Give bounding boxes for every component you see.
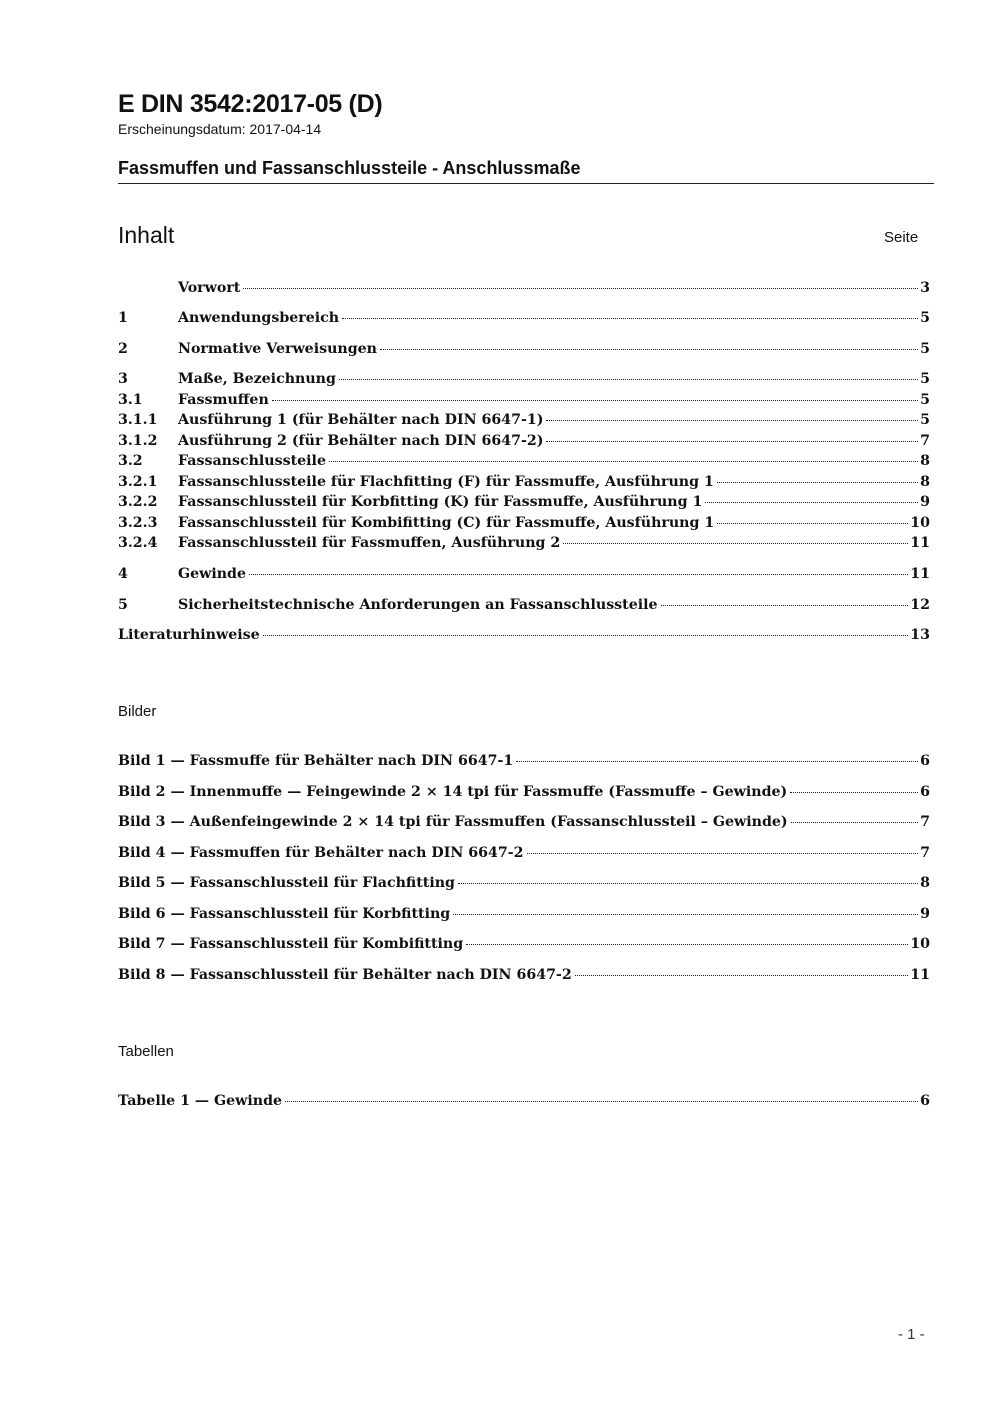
figure-entry[interactable] xyxy=(118,906,930,926)
toc-entry-page: 5 xyxy=(920,371,930,387)
figures-heading: Bilder xyxy=(118,703,157,720)
toc-entry-number: 2 xyxy=(118,341,128,357)
toc-entry[interactable] xyxy=(118,566,930,586)
toc-entry-page: 11 xyxy=(910,566,930,582)
page-column-label: Seite xyxy=(884,229,919,246)
toc-entry-title: Vorwort xyxy=(178,280,241,296)
publication-date: Erscheinungsdatum: 2017-04-14 xyxy=(118,121,322,137)
toc-entry-number: 3.2.3 xyxy=(118,515,158,531)
page-number: - 1 - xyxy=(898,1326,925,1343)
dot-leader xyxy=(575,975,909,976)
table-entry[interactable] xyxy=(118,1093,930,1113)
figure-entry[interactable] xyxy=(118,875,930,895)
table-entry-title: Tabelle 1 — Gewinde xyxy=(118,1093,283,1109)
toc-entry-title: Anwendungsbereich xyxy=(178,310,340,326)
figure-entry-page: 8 xyxy=(920,875,930,891)
dot-leader xyxy=(285,1101,918,1102)
dot-leader xyxy=(329,461,918,462)
toc-entry-page: 12 xyxy=(910,597,930,613)
dot-leader xyxy=(527,853,919,854)
document-id: E DIN 3542:2017-05 (D) xyxy=(118,90,383,118)
toc-entry-title: Ausführung 1 (für Behälter nach DIN 6647-1) xyxy=(178,412,544,428)
figure-entry-title: Bild 8 — Fassanschlussteil für Behälter nach DIN 6647-2 xyxy=(118,967,572,983)
toc-entry[interactable] xyxy=(118,433,930,453)
toc-entry-page: 9 xyxy=(920,494,930,510)
figure-entry[interactable] xyxy=(118,967,930,987)
toc-entry[interactable] xyxy=(118,535,930,555)
toc-entry-title: Sicherheitstechnische Anforderungen an Fassanschlussteile xyxy=(178,597,658,613)
figure-entry-title: Bild 6 — Fassanschlussteil für Korbfitting xyxy=(118,906,451,922)
dot-leader xyxy=(717,523,908,524)
toc-entry[interactable] xyxy=(118,494,930,514)
toc-entry-page: 3 xyxy=(920,280,930,296)
dot-leader xyxy=(717,482,918,483)
dot-leader xyxy=(516,761,918,762)
figure-entry-page: 7 xyxy=(920,845,930,861)
figure-entry-page: 6 xyxy=(920,753,930,769)
toc-entry[interactable] xyxy=(118,341,930,361)
figure-entry-title: Bild 7 — Fassanschlussteil für Kombifitting xyxy=(118,936,464,952)
toc-entry-number: 3.1 xyxy=(118,392,143,408)
figure-entry-page: 6 xyxy=(920,784,930,800)
toc-entry-number: 3.2.2 xyxy=(118,494,158,510)
toc-entry-page: 8 xyxy=(920,453,930,469)
toc-entry-title: Fassanschlussteil für Fassmuffen, Ausführung 2 xyxy=(178,535,561,551)
toc-entry-title: Fassanschlussteil für Korbfitting (K) für Fassmuffe, Ausführung 1 xyxy=(178,494,703,510)
toc-entry[interactable] xyxy=(118,627,930,647)
toc-entry[interactable] xyxy=(118,412,930,432)
toc-entry-number: 1 xyxy=(118,310,128,326)
toc-entry-page: 5 xyxy=(920,310,930,326)
header-divider xyxy=(118,183,934,184)
toc-entry-number: 3.2.1 xyxy=(118,474,158,490)
toc-entry[interactable] xyxy=(118,515,930,535)
toc-entry[interactable] xyxy=(118,280,930,300)
toc-entry[interactable] xyxy=(118,474,930,494)
dot-leader xyxy=(790,792,918,793)
toc-entry-number: 3.1.1 xyxy=(118,412,158,428)
dot-leader xyxy=(339,379,918,380)
figure-entry[interactable] xyxy=(118,814,930,834)
figure-entry-title: Bild 1 — Fassmuffe für Behälter nach DIN 6647-1 xyxy=(118,753,514,769)
toc-entry-page: 5 xyxy=(920,392,930,408)
toc-entry-page: 5 xyxy=(920,412,930,428)
figure-entry[interactable] xyxy=(118,753,930,773)
dot-leader xyxy=(705,502,918,503)
figure-entry-title: Bild 4 — Fassmuffen für Behälter nach DIN 6647-2 xyxy=(118,845,524,861)
toc-entry[interactable] xyxy=(118,392,930,412)
toc-entry-number: 3.2.4 xyxy=(118,535,158,551)
toc-entry-title: Fassanschlussteile xyxy=(178,453,326,469)
dot-leader xyxy=(546,441,918,442)
figure-entry[interactable] xyxy=(118,784,930,804)
dot-leader xyxy=(466,944,908,945)
toc-entry-title: Maße, Bezeichnung xyxy=(178,371,336,387)
figure-entry-page: 11 xyxy=(910,967,930,983)
document-subject-title: Fassmuffen und Fassanschlussteile - Anschlussmaße xyxy=(118,158,581,178)
toc-entry[interactable] xyxy=(118,597,930,617)
dot-leader xyxy=(263,635,909,636)
toc-entry-title: Gewinde xyxy=(178,566,247,582)
figure-entry-page: 9 xyxy=(920,906,930,922)
toc-entry-number: 3.2 xyxy=(118,453,143,469)
dot-leader xyxy=(380,349,918,350)
toc-entry-number: 5 xyxy=(118,597,128,613)
toc-entry-number: 4 xyxy=(118,566,128,582)
toc-entry-title: Fassanschlussteile für Flachfitting (F) für Fassmuffe, Ausführung 1 xyxy=(178,474,714,490)
dot-leader xyxy=(563,543,908,544)
dot-leader xyxy=(661,605,909,606)
toc-entry-title: Fassanschlussteil für Kombifitting (C) für Fassmuffe, Ausführung 1 xyxy=(178,515,715,531)
toc-entry-title: Fassmuffen xyxy=(178,392,269,408)
toc-entry-page: 5 xyxy=(920,341,930,357)
dot-leader xyxy=(342,318,918,319)
dot-leader xyxy=(453,914,918,915)
toc-entry[interactable] xyxy=(118,310,930,330)
figure-entry-page: 7 xyxy=(920,814,930,830)
toc-entry-page: 7 xyxy=(920,433,930,449)
toc-entry-page: 13 xyxy=(910,627,930,643)
figure-entry[interactable] xyxy=(118,845,930,865)
toc-entry-number: 3 xyxy=(118,371,128,387)
toc-heading: Inhalt xyxy=(118,222,175,248)
toc-entry-title: Normative Verweisungen xyxy=(178,341,377,357)
figure-entry-title: Bild 3 — Außenfeingewinde 2 × 14 tpi für Fassmuffen (Fassanschlussteil – Gewinde) xyxy=(118,814,788,830)
dot-leader xyxy=(249,574,908,575)
dot-leader xyxy=(243,288,918,289)
figure-entry-page: 10 xyxy=(910,936,930,952)
dot-leader xyxy=(546,420,918,421)
toc-entry[interactable] xyxy=(118,453,930,473)
toc-entry-page: 10 xyxy=(910,515,930,531)
toc-entry-title: Ausführung 2 (für Behälter nach DIN 6647-2) xyxy=(178,433,544,449)
toc-entry-page: 11 xyxy=(910,535,930,551)
figure-entry[interactable] xyxy=(118,936,930,956)
toc-entry[interactable] xyxy=(118,371,930,391)
toc-entry-page: 8 xyxy=(920,474,930,490)
table-entry-page: 6 xyxy=(920,1093,930,1109)
tables-heading: Tabellen xyxy=(118,1043,174,1060)
figure-entry-title: Bild 5 — Fassanschlussteil für Flachfitting xyxy=(118,875,455,891)
dot-leader xyxy=(791,822,919,823)
figure-entry-title: Bild 2 — Innenmuffe — Feingewinde 2 × 14 tpi für Fassmuffe (Fassmuffe – Gewinde) xyxy=(118,784,788,800)
toc-entry-number: 3.1.2 xyxy=(118,433,158,449)
dot-leader xyxy=(458,883,918,884)
dot-leader xyxy=(272,400,918,401)
toc-entry-title: Literaturhinweise xyxy=(118,627,260,643)
